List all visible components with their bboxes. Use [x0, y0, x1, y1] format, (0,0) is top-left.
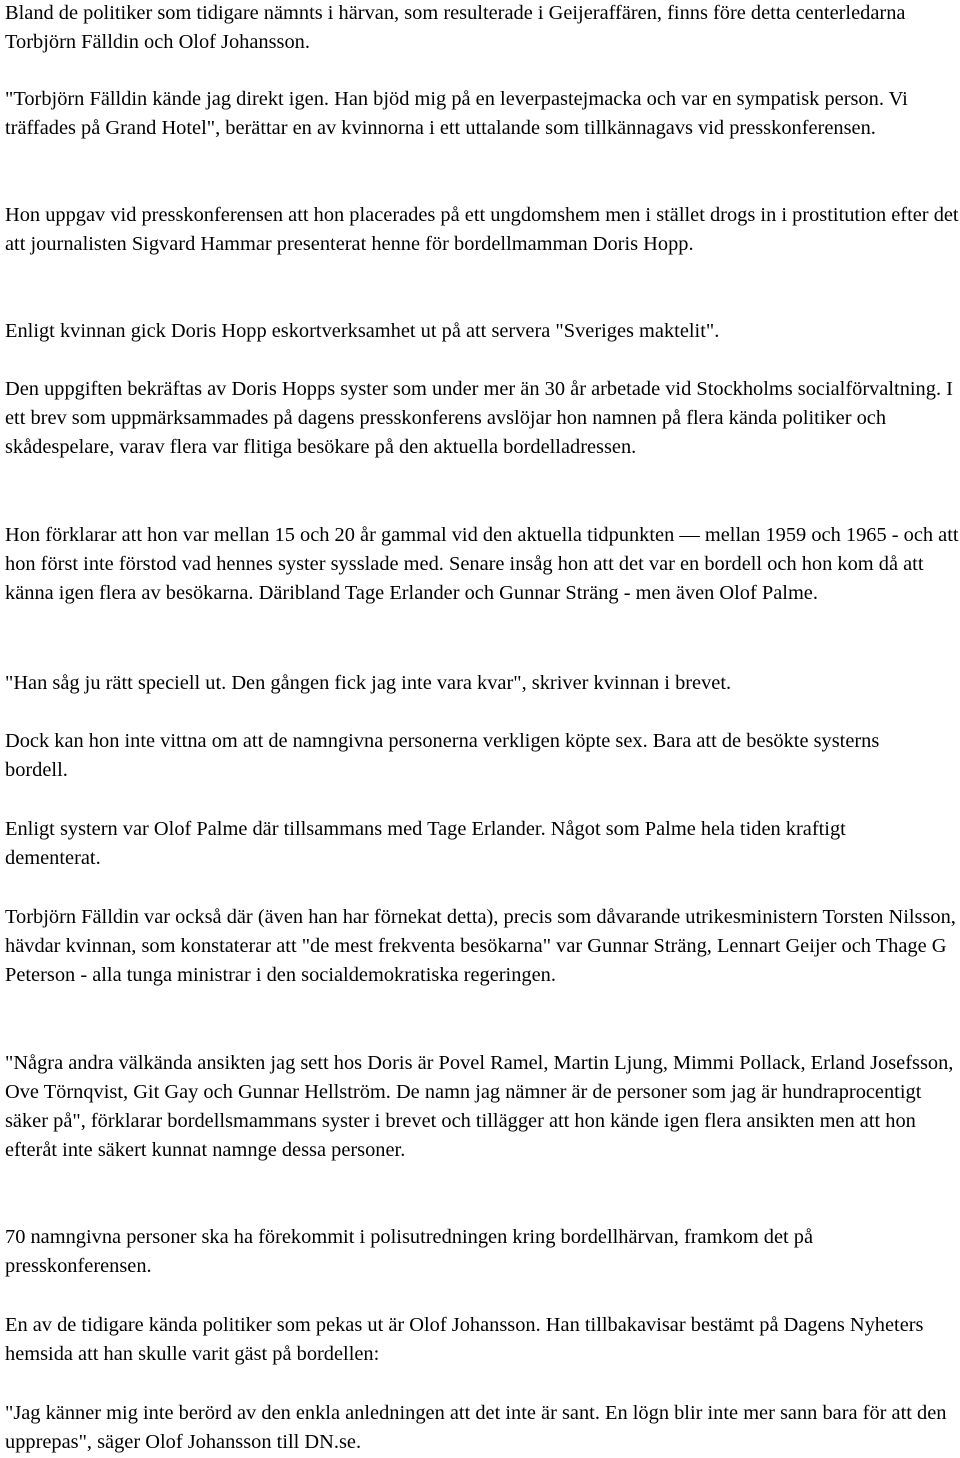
paragraph: Hon förklarar att hon var mellan 15 och 20 år gammal vid den aktuella tidpunkten — mellan 1959 och 1965 - och att hon först inte förstod vad hennes syster sysslade med. Senare insåg hon att det var en bordell och hon kom då att känna igen flera av besökarna. Däribland Tage Erlander och Gunnar Sträng - men även Olof Palme. [5, 524, 959, 604]
paragraph: "Han såg ju rätt speciell ut. Den gången fick jag inte vara kvar", skriver kvinnan i brevet. [5, 672, 732, 694]
paragraph: Hon uppgav vid presskonferensen att hon placerades på ett ungdomshem men i stället drogs in i prostitution efter det att journalisten Sigvard Hammar presenterat henne för bordellmamman Doris Hopp. [5, 204, 959, 255]
paragraph: Dock kan hon inte vittna om att de namngivna personerna verkligen köpte sex. Bara att de besökte systerns bordell. [5, 730, 880, 781]
paragraph: Torbjörn Fälldin var också där (även han har förnekat detta), precis som dåvarande utrikesministern Torsten Nilsson, hävdar kvinnan, som konstaterar att "de mest frekventa besökarna" var Gunnar Sträng, Lennart Geijer och Thage G Peterson - alla tunga ministrar i den socialdemokratiska regeringen. [5, 906, 956, 986]
paragraph: Enligt systern var Olof Palme där tillsammans med Tage Erlander. Något som Palme hela tiden kraftigt dementerat. [5, 818, 846, 869]
paragraph: En av de tidigare kända politiker som pekas ut är Olof Johansson. Han tillbakavisar bestämt på Dagens Nyheters hemsida att han skulle varit gäst på bordellen: [5, 1314, 924, 1365]
paragraph: "Jag känner mig inte berörd av den enkla anledningen att det inte är sant. En lögn blir inte mer sann bara för att den upprepas", säger Olof Johansson till DN.se. [5, 1402, 947, 1453]
paragraph: Den uppgiften bekräftas av Doris Hopps syster som under mer än 30 år arbetade vid Stockholms socialförvaltning. I ett brev som uppmärksammades på dagens presskonferens avslöjar hon namnen på flera kända politiker och skådespelare, varav flera var flitiga besökare på den aktuella bordelladressen. [5, 378, 953, 458]
paragraph: Enligt kvinnan gick Doris Hopp eskortverksamhet ut på att servera "Sveriges maktelit". [5, 320, 720, 342]
paragraph: 70 namngivna personer ska ha förekommit i polisutredningen kring bordellhärvan, framkom det på presskonferensen. [5, 1226, 814, 1277]
paragraph: "Torbjörn Fälldin kände jag direkt igen. Han bjöd mig på en leverpastejmacka och var en sympatisk person. Vi träffades på Grand Hotel", berättar en av kvinnorna i ett uttalande som tillkännagavs vid presskonferensen. [5, 88, 908, 139]
paragraph: "Några andra välkända ansikten jag sett hos Doris är Povel Ramel, Martin Ljung, Mimmi Pollack, Erland Josefsson, Ove Törnqvist, Git Gay och Gunnar Hellström. De namn jag nämner är de personer som jag är hundraprocentigt säker på", förklarar bordellsmammans syster i brevet och tillägger att hon kände igen flera ansikten men att hon efteråt inte säkert kunnat namnge dessa personer. [5, 1052, 954, 1161]
paragraph: Bland de politiker som tidigare nämnts i härvan, som resulterade i Geijeraffären, finns före detta centerledarna Torbjörn Fälldin och Olof Johansson. [5, 2, 906, 53]
